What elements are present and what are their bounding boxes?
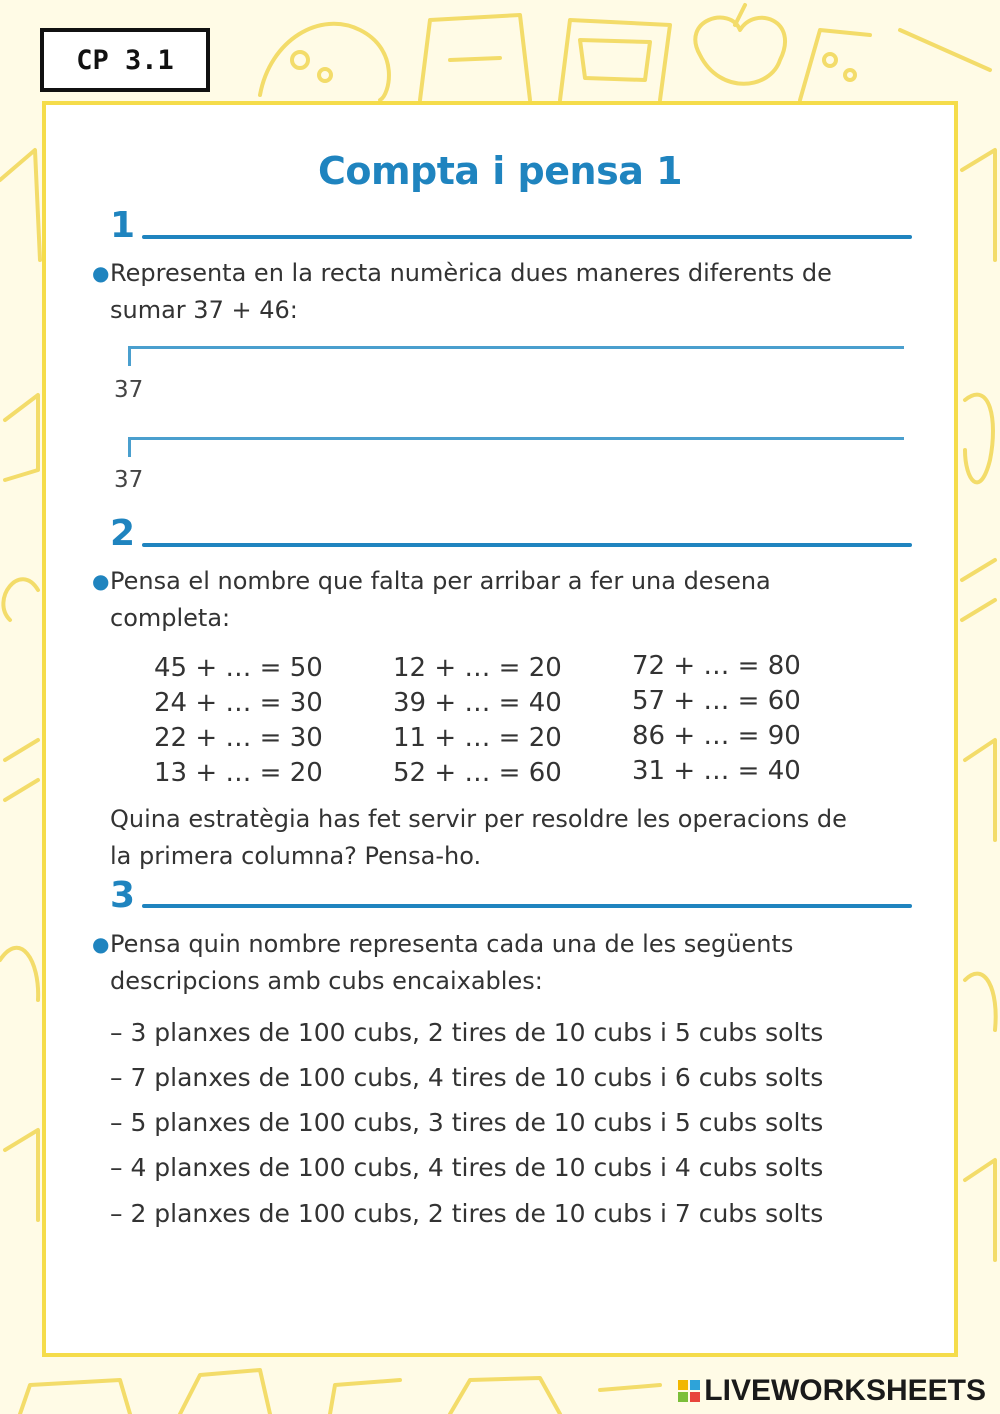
cube-description[interactable]: – 3 planxes de 100 cubs, 2 tires de 10 cubs i 5 cubs solts	[110, 1018, 824, 1047]
cube-description[interactable]: – 2 planxes de 100 cubs, 2 tires de 10 cubs i 7 cubs solts	[110, 1199, 824, 1228]
instruction-text: completa:	[110, 604, 231, 632]
cube-description[interactable]: – 4 planxes de 100 cubs, 4 tires de 10 cubs i 4 cubs solts	[110, 1153, 824, 1182]
equation[interactable]: 45 + … = 50	[154, 653, 323, 683]
equation[interactable]: 12 + … = 20	[393, 653, 562, 683]
section-divider	[142, 904, 912, 908]
section-divider	[142, 235, 912, 239]
cube-description[interactable]: – 5 planxes de 100 cubs, 3 tires de 10 cubs i 5 cubs solts	[110, 1108, 824, 1137]
worksheet-sheet	[42, 101, 958, 1357]
equation[interactable]: 39 + … = 40	[393, 688, 562, 718]
number-line-start-tick	[128, 348, 131, 366]
equation[interactable]: 31 + … = 40	[632, 756, 801, 786]
equation[interactable]: 57 + … = 60	[632, 686, 801, 716]
cube-description[interactable]: – 7 planxes de 100 cubs, 4 tires de 10 cubs i 6 cubs solts	[110, 1063, 824, 1092]
number-line-start-label: 37	[114, 467, 144, 493]
instruction-text: descripcions amb cubs encaixables:	[110, 967, 543, 995]
equation[interactable]: 52 + … = 60	[393, 758, 562, 788]
liveworksheets-logo-icon	[678, 1380, 700, 1402]
instruction-text: Representa en la recta numèrica dues maneres diferents de	[110, 259, 832, 287]
section-divider	[142, 543, 912, 547]
question-text: la primera columna? Pensa-ho.	[110, 842, 482, 870]
number-line-start-tick	[128, 439, 131, 457]
number-line[interactable]	[128, 346, 904, 349]
bullet-icon: ●	[92, 569, 110, 593]
bullet-icon: ●	[92, 261, 110, 285]
bullet-icon: ●	[92, 932, 110, 956]
brand-name: LIVEWORKSHEETS	[704, 1374, 986, 1407]
worksheet-code-label: CP 3.1	[40, 28, 210, 92]
section-number: 1	[110, 205, 136, 246]
instruction-text: Pensa quin nombre representa cada una de les següents	[110, 930, 794, 958]
equation[interactable]: 86 + … = 90	[632, 721, 801, 751]
page-title: Compta i pensa 1	[317, 149, 683, 193]
equation[interactable]: 22 + … = 30	[154, 723, 323, 753]
instruction-text: sumar 37 + 46:	[110, 296, 298, 324]
number-line-start-label: 37	[114, 377, 144, 403]
section-number: 3	[110, 875, 136, 916]
equation[interactable]: 72 + … = 80	[632, 651, 801, 681]
equation[interactable]: 11 + … = 20	[393, 723, 562, 753]
section-number: 2	[110, 513, 136, 554]
instruction-text: Pensa el nombre que falta per arribar a fer una desena	[110, 567, 771, 595]
number-line[interactable]	[128, 437, 904, 440]
liveworksheets-brand	[678, 1374, 986, 1408]
equation[interactable]: 24 + … = 30	[154, 688, 323, 718]
question-text: Quina estratègia has fet servir per resoldre les operacions de	[110, 805, 847, 833]
equation[interactable]: 13 + … = 20	[154, 758, 323, 788]
